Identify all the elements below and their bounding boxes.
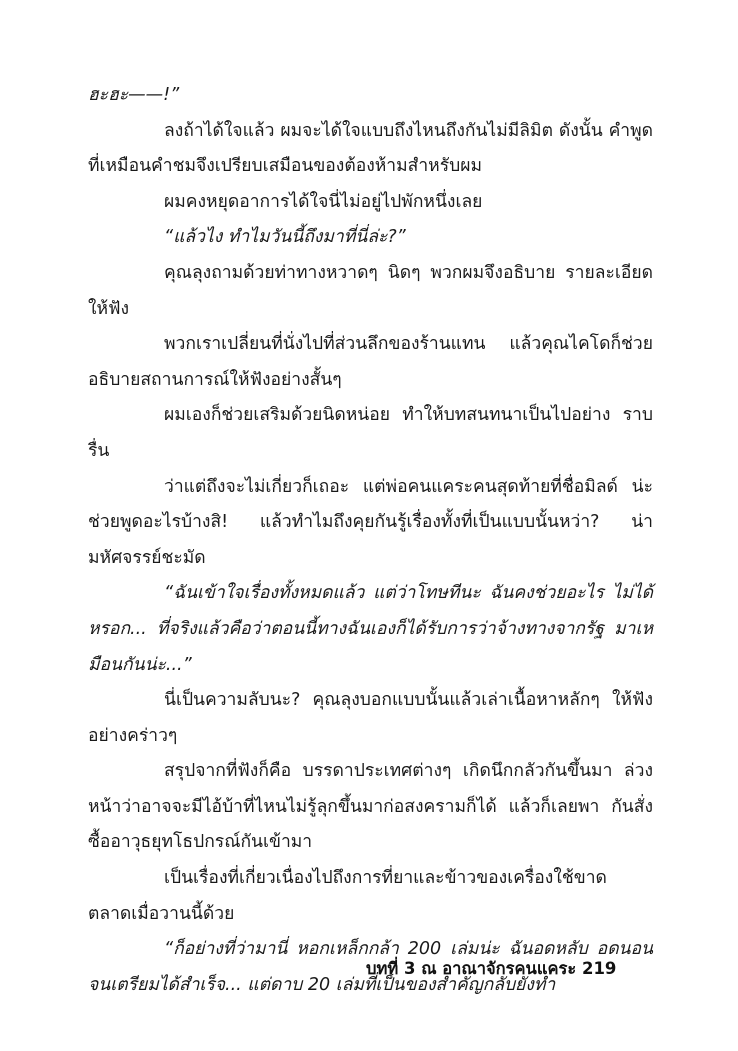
page-footer: บทที่ 3 ณ อาณาจักรคนแคระ 219 — [366, 959, 617, 978]
paragraph: ว่าแต่ถึงจะไม่เกี่ยวก็เถอะ แต่พ่อคนแคระคนสุดท้ายที่ชื่อมิลด์ น่ะ ช่วยพูดอะไรบ้างสิ! แล้วทำไมถึงคุยกันรู้เรื่องทั้งที่เป็นแบบนั้นหว่า? น่ามหัศจรรย์ชะมัด — [88, 476, 653, 568]
paragraph: ผมเองก็ช่วยเสริมด้วยนิดหน่อย ทำให้บทสนทนาเป็นไปอย่าง ราบรื่น — [88, 405, 653, 461]
paragraph: คุณลุงถามด้วยท่าทางหวาดๆ นิดๆ พวกผมจึงอธิบาย รายละเอียดให้ฟัง — [88, 262, 653, 319]
dialogue-paragraph: “ก็อย่างที่ว่ามานี่ หอกเหล็กกล้า 200 เล่มน่ะ ฉันอดหลับ อดนอนจนเตรียมได้สำเร็จ... แต่ดาบ 20 เล่มที่เป็นของสำคัญกลับยังทำ — [88, 939, 653, 995]
paragraph: เป็นเรื่องที่เกี่ยวเนื่องไปถึงการที่ยาและข้าวของเครื่องใช้ขาด ตลาดเมื่อวานนี้ด้วย — [88, 868, 607, 924]
body-text — [88, 78, 653, 1003]
paragraph: สรุปจากที่ฟังก็คือ บรรดาประเทศต่างๆ เกิดนึกกลัวกันขึ้นมา ล่วงหน้าว่าอาจจะมีไอ้บ้าที่ไหนไม่รู้ลุกขึ้นมาก่อสงครามก็ได้ แล้วก็เลยพา กันสั่งซื้ออาวุธยุทโธปกรณ์กันเข้ามา — [88, 761, 653, 853]
dialogue-paragraph: “ฉันเข้าใจเรื่องทั้งหมดแล้ว แต่ว่าโทษทีนะ ฉันคงช่วยอะไร ไม่ได้หรอก... ที่จริงแล้วคือว่าตอนนี้ทางฉันเองก็ได้รับการว่าจ้างทางจากรัฐ มาเหมือนกันน่ะ...” — [88, 583, 653, 675]
paragraph: พวกเราเปลี่ยนที่นั่งไปที่ส่วนลึกของร้านแทน แล้วคุณไคโดก็ช่วย อธิบายสถานการณ์ให้ฟังอย่างสั้นๆ — [88, 334, 653, 390]
dialogue-paragraph: “แล้วไง ทำไมวันนี้ถึงมาที่นี่ล่ะ?” — [164, 227, 406, 248]
paragraph: ผมคงหยุดอาการได้ใจนี่ไม่อยู่ไปพักหนึ่งเลย — [164, 191, 483, 212]
paragraph: ฮะฮะ——!” — [88, 85, 180, 105]
paragraph: ลงถ้าได้ใจแล้ว ผมจะได้ใจแบบถึงไหนถึงกันไม่มีลิมิต ดังนั้น คำพูดที่เหมือนคำชมจึงเปรียบเสมือนของต้องห้ามสำหรับผม — [88, 120, 653, 177]
paragraph: นี่เป็นความลับนะ? คุณลุงบอกแบบนั้นแล้วเล่าเนื้อหาหลักๆ ให้ฟังอย่างคร่าวๆ — [88, 690, 653, 746]
